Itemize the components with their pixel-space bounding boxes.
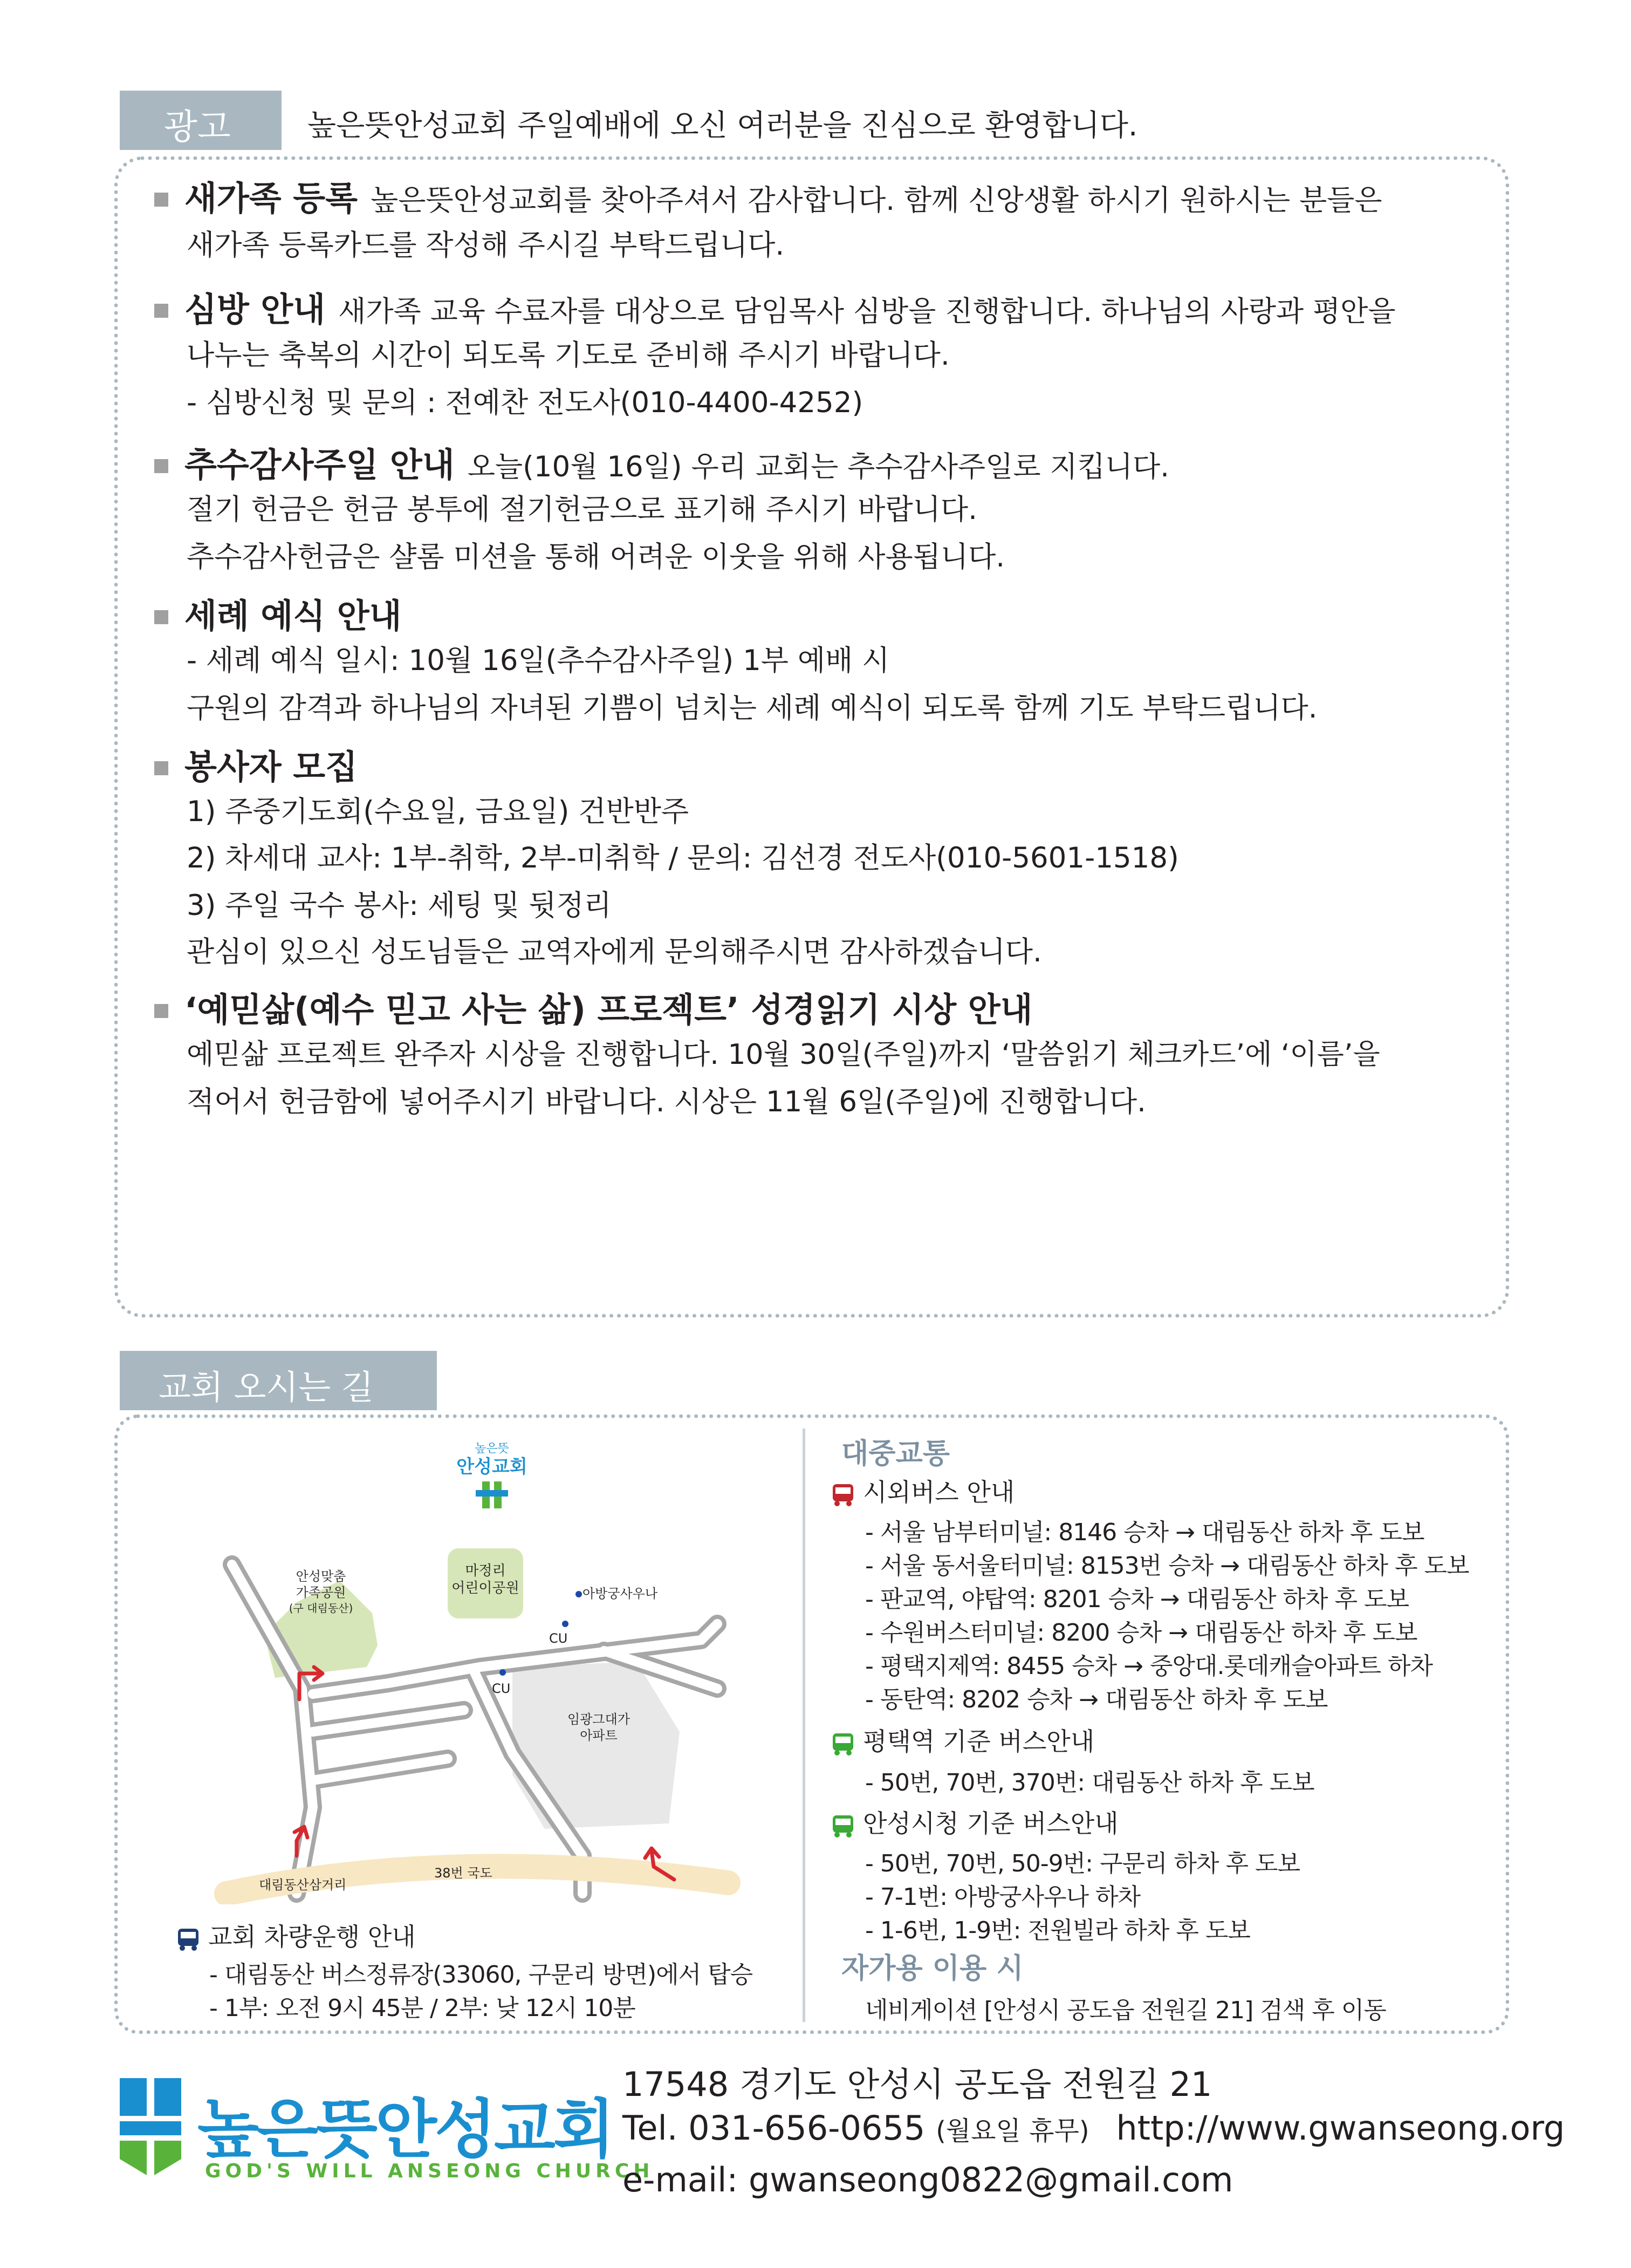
map-apartment-2: 아파트 (580, 1728, 618, 1743)
map-church-name: 안성교회 (456, 1456, 527, 1478)
map-kids-park-2: 어린이공원 (451, 1580, 519, 1596)
footer-contact (622, 2108, 1565, 2148)
map-apartment-1: 임광그대가 (567, 1712, 630, 1727)
bullet-icon (154, 761, 168, 775)
intercity-line: - 평택지제역: 8455 승차 → 중앙대.롯데캐슬아파트 하차 (865, 1652, 1433, 1680)
map-family-park-1: 안성맞춤 (296, 1569, 346, 1584)
bullet-icon (154, 304, 168, 318)
map-junction: 대림동산삼거리 (259, 1877, 347, 1893)
church-logo-icon (120, 2078, 184, 2181)
car-title: 자가용 이용 시 (841, 1952, 1024, 1985)
ad-item-baptism (154, 589, 415, 637)
anseong-bus-icon (831, 1813, 855, 1838)
map-family-park-3: (구 대림동산) (289, 1602, 353, 1615)
ad-item-thanksgiving (154, 438, 1169, 486)
cu-dot-2 (499, 1669, 506, 1676)
ad-line: 예믿삶 프로젝트 완주자 시상을 진행합니다. 10월 30일(주일)까지 ‘말씀읽기 체크카드’에 ‘이름’을 (187, 1039, 1380, 1071)
ad-line: 나누는 축복의 시간이 되도록 기도로 준비해 주시기 바랍니다. (187, 339, 950, 372)
ads-tab-label: 광고 (164, 107, 231, 147)
church-logo-text: 높은뜻안성교회 (197, 2092, 613, 2167)
footer-tel: Tel. 031-656-0655 (622, 2108, 926, 2148)
ad-line: 적어서 헌금함에 넣어주시기 바랍니다. 시상은 11월 6일(주일)에 진행합니다. (187, 1085, 1146, 1118)
ad-line: - 세례 예식 일시: 10월 16일(추수감사주일) 1부 예배 시 (187, 644, 890, 677)
ad-line: 1) 주중기도회(수요일, 금요일) 건반반주 (187, 795, 689, 828)
bullet-icon (154, 1004, 168, 1018)
shuttle-title (176, 1917, 416, 1953)
footer-email[interactable]: e-mail: gwanseong0822@gmail.com (622, 2160, 1233, 2199)
shuttle-line: - 대림동산 버스정류장(33060, 구문리 방면)에서 탑승 (209, 1961, 753, 1989)
church-logo-subtitle: GOD'S WILL ANSEONG CHURCH (205, 2160, 654, 2182)
intercity-bus-icon (831, 1482, 855, 1507)
intercity-line: - 동탄역: 8202 승차 → 대림동산 하차 후 도보 (865, 1686, 1328, 1713)
ad-line: 추수감사헌금은 샬롬 미션을 통해 어려운 이웃을 위해 사용됩니다. (187, 541, 1005, 573)
ad-item-bible-reading (154, 983, 1046, 1031)
map-cu-2: CU (492, 1681, 511, 1696)
ad-item-volunteers (154, 740, 371, 788)
church-marker-icon (476, 1481, 508, 1508)
ad-line: 새가족 등록카드를 작성해 주시길 부탁드립니다. (187, 229, 785, 262)
ad-line: 높은뜻안성교회를 찾아주셔서 감사합니다. 함께 신앙생활 하시기 원하시는 분들은 (371, 184, 1382, 217)
ad-title: ‘예믿삶(예수 믿고 사는 삶) 프로젝트’ 성경읽기 시상 안내 (184, 990, 1033, 1029)
shuttle-title-text: 교회 차량운행 안내 (208, 1922, 416, 1951)
anseong-line: - 50번, 70번, 50-9번: 구문리 하차 후 도보 (865, 1850, 1300, 1877)
panel-divider (803, 1429, 805, 2022)
welcome-text: 높은뜻안성교회 주일예배에 오신 여러분을 진심으로 환영합니다. (307, 108, 1138, 142)
pyeongtaek-line: - 50번, 70번, 370번: 대림동산 하차 후 도보 (865, 1769, 1314, 1796)
footer-website[interactable]: http://www.gwanseong.org (1116, 2108, 1565, 2148)
ad-title: 봉사자 모집 (184, 747, 358, 787)
pyeongtaek-title-text: 평택역 기준 버스안내 (863, 1727, 1095, 1756)
map-kids-park-1: 마정리 (465, 1563, 506, 1579)
ad-item-new-family (154, 172, 1382, 220)
footer-address: 17548 경기도 안성시 공도읍 전원길 21 (622, 2065, 1212, 2104)
intercity-line: - 서울 동서울터미널: 8153번 승차 → 대림동산 하차 후 도보 (865, 1552, 1469, 1580)
footer-tel-note: (월요일 휴무) (936, 2116, 1089, 2146)
ad-title: 추수감사주일 안내 (184, 445, 455, 484)
location-map (135, 1430, 796, 1904)
ad-title: 심방 안내 (184, 290, 326, 329)
sauna-dot (575, 1591, 582, 1597)
map-sauna: 아방궁사우나 (582, 1586, 658, 1601)
cu-dot-1 (562, 1621, 568, 1627)
ad-line: - 심방신청 및 문의 : 전예찬 전도사(010-4400-4252) (187, 386, 864, 419)
directions-tab (120, 1351, 437, 1410)
bullet-icon (154, 193, 168, 207)
anseong-title (831, 1804, 1119, 1840)
map-cu-1: CU (549, 1631, 568, 1646)
car-line: 네비게이션 [안성시 공도읍 전원길 21] 검색 후 이동 (865, 1997, 1386, 2024)
ad-line: 관심이 있으신 성도님들은 교역자에게 문의해주시면 감사하겠습니다. (187, 935, 1042, 968)
pyeongtaek-title (831, 1722, 1094, 1758)
map-church-small: 높은뜻 (475, 1442, 509, 1456)
intercity-line: - 서울 남부터미널: 8146 승차 → 대림동산 하차 후 도보 (865, 1519, 1424, 1546)
ad-line: 절기 헌금은 헌금 봉투에 절기헌금으로 표기해 주시기 바랍니다. (187, 493, 977, 526)
directions-tab-label: 교회 오시는 길 (159, 1368, 374, 1407)
public-transit-title: 대중교통 (841, 1438, 950, 1470)
ad-line: 새가족 교육 수료자를 대상으로 담임목사 심방을 진행합니다. 하나님의 사랑과 평안을 (338, 295, 1396, 328)
ads-tab (120, 91, 282, 150)
map-road-38: 38번 국도 (434, 1866, 492, 1881)
ad-title: 세례 예식 안내 (184, 596, 402, 636)
ad-title: 새가족 등록 (184, 179, 358, 218)
shuttle-bus-icon (176, 1927, 201, 1951)
pyeongtaek-bus-icon (831, 1731, 855, 1756)
anseong-line: - 1-6번, 1-9번: 전원빌라 하차 후 도보 (865, 1917, 1250, 1944)
ad-item-visitation (154, 283, 1396, 331)
bullet-icon (154, 610, 168, 624)
anseong-line: - 7-1번: 아방궁사우나 하차 (865, 1883, 1141, 1911)
ad-line: 구원의 감격과 하나님의 자녀된 기쁨이 넘치는 세례 예식이 되도록 함께 기도 부탁드립니다. (187, 692, 1318, 725)
ad-line: 2) 차세대 교사: 1부-취학, 2부-미취학 / 문의: 김선경 전도사(010-5601-1518) (187, 842, 1179, 875)
bullet-icon (154, 459, 168, 473)
intercity-line: - 수원버스터미널: 8200 승차 → 대림동산 하차 후 도보 (865, 1619, 1417, 1647)
shuttle-line: - 1부: 오전 9시 45분 / 2부: 낮 12시 10분 (209, 1994, 635, 2022)
ad-line: 3) 주일 국수 봉사: 세팅 및 뒷정리 (187, 889, 612, 922)
ad-line: 오늘(10월 16일) 우리 교회는 추수감사주일로 지킵니다. (467, 450, 1170, 483)
intercity-title-text: 시외버스 안내 (863, 1478, 1015, 1507)
intercity-line: - 판교역, 야탑역: 8201 승차 → 대림동산 하차 후 도보 (865, 1586, 1409, 1613)
map-family-park-2: 가족공원 (296, 1585, 346, 1600)
intercity-title (831, 1473, 1015, 1508)
anseong-title-text: 안성시청 기준 버스안내 (863, 1809, 1119, 1838)
